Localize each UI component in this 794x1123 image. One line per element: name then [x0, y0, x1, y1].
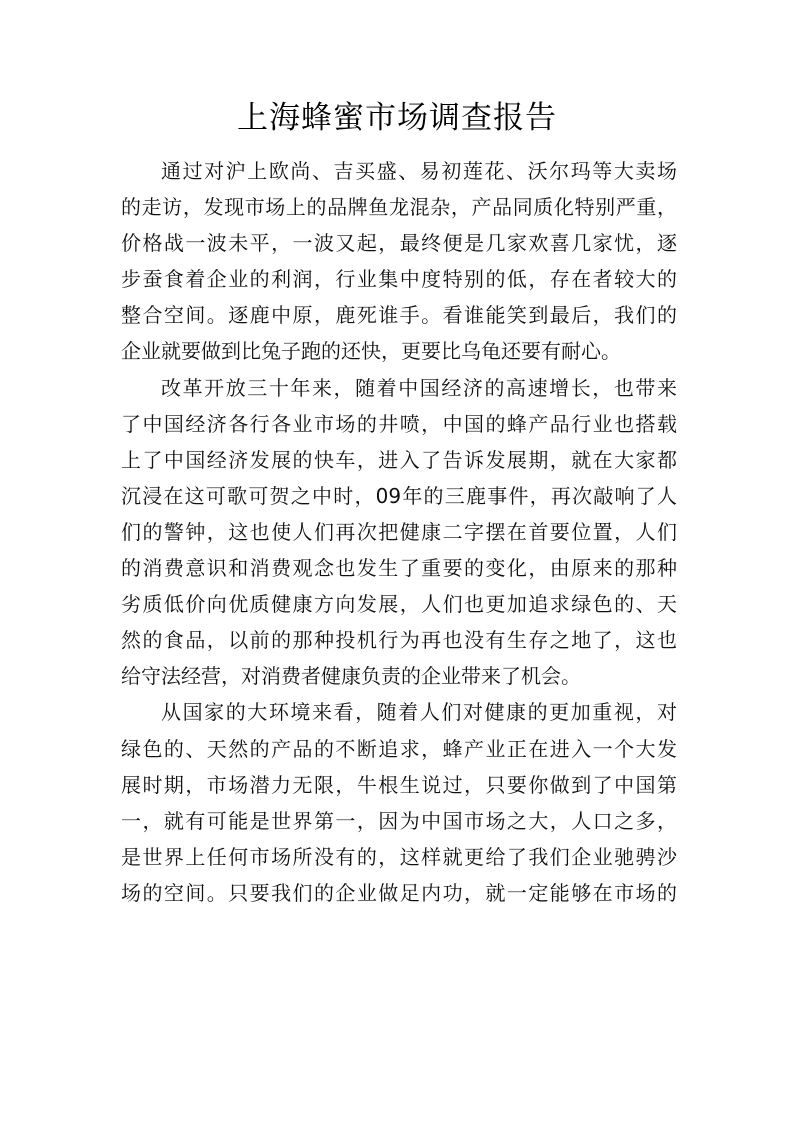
body-line: 一，就有可能是世界第一，因为中国市场之大，人口之多，: [121, 808, 677, 833]
body-line: 劣质低价向优质健康方向发展，人们也更加追求绿色的、天: [121, 592, 677, 617]
body-line: 展时期，市场潜力无限，牛根生说过，只要你做到了中国第: [121, 772, 677, 797]
body-line: 们的警钟，这也使人们再次把健康二字摆在首要位置，人们: [121, 519, 677, 544]
body-line: 的走访，发现市场上的品牌鱼龙混杂，产品同质化特别严重，: [121, 195, 677, 220]
body-line: 绿色的、天然的产品的不断追求，蜂产业正在进入一个大发: [121, 736, 677, 761]
body-line: 改革开放三十年来，随着中国经济的高速增长，也带来: [161, 375, 677, 400]
body-line: 了中国经济各行各业市场的井喷，中国的蜂产品行业也搭载: [121, 411, 677, 436]
body-line: 然的食品，以前的那种投机行为再也没有生存之地了，这也: [121, 628, 677, 653]
body-line: 沉浸在这可歌可贺之中时，09年的三鹿事件，再次敲响了人: [121, 483, 677, 508]
body-line: 给守法经营，对消费者健康负责的企业带来了机会。: [121, 664, 581, 689]
body-line: 通过对沪上欧尚、吉买盛、易初莲花、沃尔玛等大卖场: [161, 159, 677, 183]
body-line: 从国家的大环境来看，随着人们对健康的更加重视，对: [161, 700, 677, 725]
document-title: 上海蜂蜜市场调查报告: [237, 100, 557, 136]
body-line: 价格战一波未平，一波又起，最终便是几家欢喜几家忧，逐: [121, 231, 677, 256]
document-body: [121, 153, 677, 911]
body-line: 企业就要做到比兔子跑的还快，更要比乌龟还要有耐心。: [121, 339, 621, 364]
body-line: 步蚕食着企业的利润，行业集中度特别的低，存在者较大的: [121, 267, 677, 292]
body-line: 整合空间。逐鹿中原，鹿死谁手。看谁能笑到最后，我们的: [121, 303, 677, 328]
body-line: 是世界上任何市场所没有的，这样就更给了我们企业驰骋沙: [121, 844, 677, 869]
body-line: 上了中国经济发展的快车，进入了告诉发展期，就在大家都: [121, 447, 677, 472]
body-line: 场的空间。只要我们的企业做足内功，就一定能够在市场的: [121, 880, 677, 905]
body-line: 的消费意识和消费观念也发生了重要的变化，由原来的那种: [121, 556, 677, 581]
